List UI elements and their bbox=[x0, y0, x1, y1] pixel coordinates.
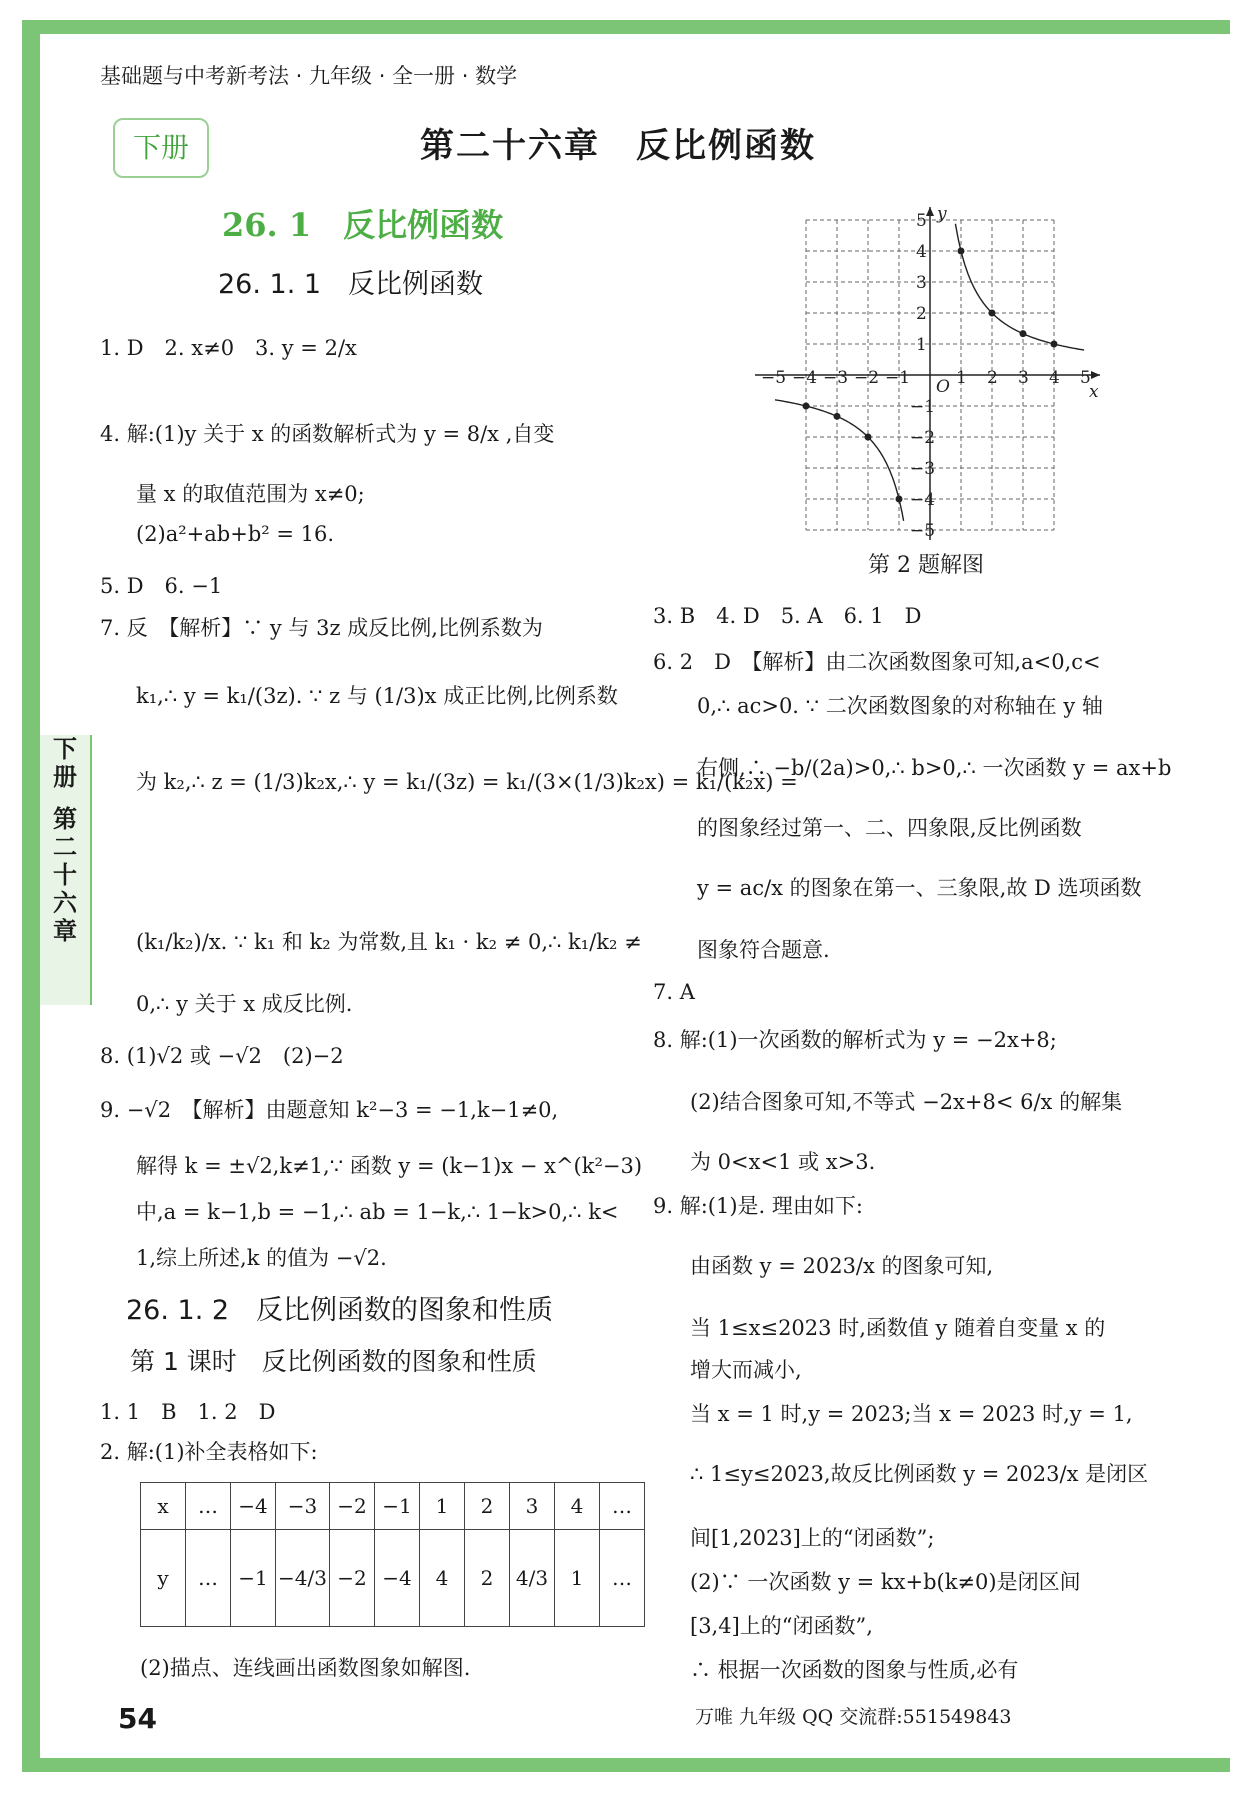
footer-text: 万唯 九年级 QQ 交流群:551549843 bbox=[695, 1706, 1012, 1728]
table-row bbox=[141, 1483, 645, 1530]
side-char: 第 bbox=[53, 805, 77, 833]
y-tick: 3 bbox=[916, 273, 927, 293]
y-tick: −4 bbox=[910, 490, 936, 510]
answer-line: 0,∴ ac>0. ∵ 二次函数图象的对称轴在 y 轴 bbox=[697, 694, 1103, 718]
table-cell: 4/3 bbox=[509, 1530, 554, 1627]
graph-caption: 第 2 题解图 bbox=[868, 553, 984, 578]
table-cell: −4 bbox=[231, 1483, 276, 1530]
table-cell: −4 bbox=[374, 1530, 419, 1627]
answer-line: (2)∵ 一次函数 y = kx+b(k≠0)是闭区间 bbox=[690, 1570, 1081, 1594]
chapter-title: 第二十六章 反比例函数 bbox=[420, 126, 816, 166]
answer-line: 0,∴ y 关于 x 成反比例. bbox=[136, 992, 353, 1016]
subsection-title: 26. 1. 1 反比例函数 bbox=[218, 269, 484, 300]
table-cell: −2 bbox=[329, 1483, 374, 1530]
book-series: 基础题与中考新考法 · 九年级 · 全一册 · 数学 bbox=[100, 64, 518, 88]
answer-line: (k₁/k₂)/x. ∵ k₁ 和 k₂ 为常数,且 k₁ · k₂ ≠ 0,∴ k₁/k₂ ≠ bbox=[136, 930, 642, 954]
y-axis-label: y bbox=[937, 205, 947, 224]
y-tick: −1 bbox=[910, 397, 936, 417]
y-tick: 5 bbox=[916, 211, 927, 231]
answer-line: 1. 1 B 1. 2 D bbox=[100, 1400, 276, 1424]
y-tick: −3 bbox=[910, 459, 936, 479]
x-tick: 4 bbox=[1049, 368, 1060, 388]
x-tick: 3 bbox=[1018, 368, 1029, 388]
table-cell: … bbox=[186, 1530, 231, 1627]
answer-line: 当 x = 1 时,y = 2023;当 x = 2023 时,y = 1, bbox=[690, 1402, 1133, 1426]
table-cell: 3 bbox=[509, 1483, 554, 1530]
x-tick: −1 bbox=[885, 368, 911, 388]
answer-line: 为 k₂,∴ z = (1/3)k₂x,∴ y = k₁/(3z) = k₁/(3×(1/3)k₂x) = k₁/(k₂x) = bbox=[136, 770, 798, 794]
answer-line: 间[1,2023]上的“闭函数”; bbox=[690, 1526, 935, 1550]
y-tick: 4 bbox=[916, 242, 927, 262]
x-tick: −4 bbox=[792, 368, 818, 388]
value-table bbox=[140, 1482, 645, 1627]
answer-line: 为 0<x<1 或 x>3. bbox=[690, 1150, 876, 1174]
plot-point bbox=[958, 248, 965, 255]
table-cell: −4/3 bbox=[276, 1530, 330, 1627]
answer-line: 当 1≤x≤2023 时,函数值 y 随着自变量 x 的 bbox=[690, 1316, 1106, 1340]
answer-line: 1,综上所述,k 的值为 −√2. bbox=[136, 1246, 387, 1270]
side-char: 册 bbox=[53, 763, 77, 791]
x-tick: 2 bbox=[987, 368, 998, 388]
x-tick: 1 bbox=[956, 368, 967, 388]
table-cell: … bbox=[186, 1483, 231, 1530]
answer-line: 8. 解:(1)一次函数的解析式为 y = −2x+8; bbox=[653, 1028, 1057, 1052]
answer-line: (2)结合图象可知,不等式 −2x+8< 6/x 的解集 bbox=[690, 1090, 1123, 1114]
plot-point bbox=[865, 434, 872, 441]
table-cell: … bbox=[599, 1530, 644, 1627]
answer-line: 1. D 2. x≠0 3. y = 2/x bbox=[100, 336, 357, 360]
answer-line: 4. 解:(1)y 关于 x 的函数解析式为 y = 8/x ,自变 bbox=[100, 422, 555, 446]
table-row bbox=[141, 1530, 645, 1627]
y-axis-arrow bbox=[926, 207, 934, 216]
answer-line: 8. (1)√2 或 −√2 (2)−2 bbox=[100, 1044, 344, 1068]
x-tick: 5 bbox=[1080, 368, 1091, 388]
answer-line: ∴ 根据一次函数的图象与性质,必有 bbox=[690, 1658, 1019, 1682]
table-cell: −3 bbox=[276, 1483, 330, 1530]
answer-line: 图象符合题意. bbox=[697, 938, 830, 962]
answer-line: (2)a²+ab+b² = 16. bbox=[136, 522, 335, 546]
side-char: 六 bbox=[53, 889, 77, 917]
answer-line: 7. A bbox=[653, 980, 695, 1004]
y-tick: 2 bbox=[916, 304, 927, 324]
plot-point bbox=[834, 413, 841, 420]
table-cell: 2 bbox=[464, 1483, 509, 1530]
bottom-border bbox=[22, 1758, 1230, 1772]
answer-line: y = ac/x 的图象在第一、三象限,故 D 选项函数 bbox=[697, 876, 1142, 900]
answer-line: [3,4]上的“闭函数”, bbox=[690, 1614, 873, 1638]
x-axis-label: x bbox=[1089, 382, 1099, 402]
subsection-title: 26. 1. 2 反比例函数的图象和性质 bbox=[126, 1295, 554, 1326]
plot-point bbox=[1051, 341, 1058, 348]
table-cell: 1 bbox=[419, 1483, 464, 1530]
answer-line: 6. 2 D 【解析】由二次函数图象可知,a<0,c< bbox=[653, 650, 1101, 674]
answer-line: 7. 反 【解析】∵ y 与 3z 成反比例,比例系数为 bbox=[100, 616, 543, 640]
answer-line: (2)描点、连线画出函数图象如解图. bbox=[140, 1656, 471, 1680]
answer-line: 增大而减小, bbox=[690, 1358, 802, 1382]
answer-line: 2. 解:(1)补全表格如下: bbox=[100, 1440, 318, 1464]
plot-point bbox=[803, 403, 810, 410]
table-cell: x bbox=[141, 1483, 186, 1530]
table-cell: −1 bbox=[231, 1530, 276, 1627]
plot-point bbox=[1020, 330, 1027, 337]
answer-line: 右侧,∴ −b/(2a)>0,∴ b>0,∴ 一次函数 y = ax+b bbox=[697, 756, 1172, 780]
lesson-title: 第 1 课时 反比例函数的图象和性质 bbox=[130, 1347, 537, 1376]
table-cell: 4 bbox=[554, 1483, 599, 1530]
volume-badge: 下册 bbox=[113, 118, 209, 178]
plot-point bbox=[989, 310, 996, 317]
answer-line: 9. −√2 【解析】由题意知 k²−3 = −1,k−1≠0, bbox=[100, 1098, 559, 1122]
table-cell: … bbox=[599, 1483, 644, 1530]
y-tick: 1 bbox=[916, 335, 927, 355]
side-char: 十 bbox=[53, 861, 77, 889]
table-cell: 1 bbox=[554, 1530, 599, 1627]
answer-line: 5. D 6. −1 bbox=[100, 574, 223, 598]
y-tick: −2 bbox=[910, 428, 936, 448]
answer-line: 的图象经过第一、二、四象限,反比例函数 bbox=[697, 816, 1082, 840]
x-tick: −3 bbox=[823, 368, 849, 388]
table-cell: −2 bbox=[329, 1530, 374, 1627]
y-tick: −5 bbox=[910, 521, 936, 541]
table-cell: 4 bbox=[419, 1530, 464, 1627]
answer-line: 解得 k = ±√2,k≠1,∵ 函数 y = (k−1)x − x^(k²−3) bbox=[136, 1154, 643, 1178]
origin-label: O bbox=[936, 377, 950, 397]
page-number: 54 bbox=[118, 1702, 157, 1735]
side-tab bbox=[40, 735, 92, 1005]
curve-branch bbox=[955, 224, 1084, 350]
answer-line: ∴ 1≤y≤2023,故反比例函数 y = 2023/x 是闭区 bbox=[690, 1462, 1149, 1486]
answer-line: k₁,∴ y = k₁/(3z). ∵ z 与 (1/3)x 成正比例,比例系数 bbox=[136, 684, 618, 708]
x-tick: −2 bbox=[854, 368, 880, 388]
hyperbola-graph bbox=[755, 205, 1105, 545]
left-border bbox=[22, 20, 40, 1772]
answer-line: 3. B 4. D 5. A 6. 1 D bbox=[653, 604, 922, 628]
table-cell: 2 bbox=[464, 1530, 509, 1627]
answer-line: 中,a = k−1,b = −1,∴ ab = 1−k,∴ 1−k>0,∴ k< bbox=[136, 1200, 619, 1224]
answer-line: 由函数 y = 2023/x 的图象可知, bbox=[690, 1254, 994, 1278]
section-title: 26. 1 反比例函数 bbox=[222, 206, 504, 244]
side-char: 章 bbox=[53, 917, 77, 945]
plot-point bbox=[896, 496, 903, 503]
table-cell: y bbox=[141, 1530, 186, 1627]
table-cell: −1 bbox=[374, 1483, 419, 1530]
x-axis-arrow bbox=[1091, 371, 1100, 379]
answer-line: 9. 解:(1)是. 理由如下: bbox=[653, 1194, 863, 1218]
side-char: 二 bbox=[53, 833, 77, 861]
side-char: 下 bbox=[53, 735, 77, 763]
answer-line: 量 x 的取值范围为 x≠0; bbox=[136, 482, 365, 506]
top-border bbox=[22, 20, 1230, 34]
x-tick: −5 bbox=[761, 368, 787, 388]
